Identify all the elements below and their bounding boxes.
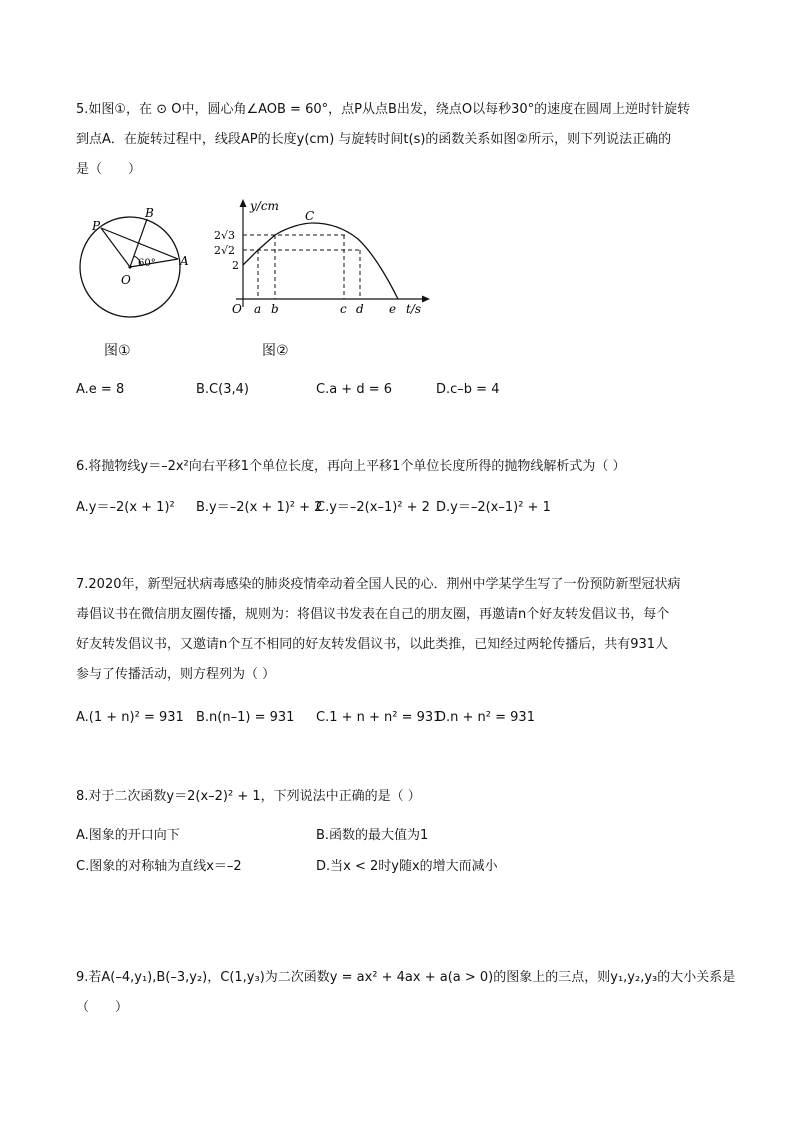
label-p: P bbox=[92, 219, 101, 233]
question-7-options bbox=[76, 706, 716, 730]
x-axis-arrow bbox=[422, 296, 430, 303]
question-7-line-4: 参与了传播活动，则方程列为（ ） bbox=[76, 667, 276, 682]
q6-option-a[interactable]: A.y＝–2(x + 1)² bbox=[76, 500, 175, 515]
q8-option-b[interactable]: B.函数的最大值为1 bbox=[316, 828, 429, 843]
tick-label-2r2: 2√2 bbox=[214, 244, 236, 257]
function-curve bbox=[243, 223, 398, 299]
q6-option-c[interactable]: C.y＝–2(x–1)² + 2 bbox=[316, 500, 430, 515]
q8-option-c[interactable]: C.图象的对称轴为直线x＝–2 bbox=[76, 859, 242, 874]
question-5-line-2: 到点A．在旋转过程中，线段AP的长度y(cm) 与旋转时间t(s)的函数关系如图②所示，则下列说法正确的 bbox=[76, 132, 672, 147]
label-b: B bbox=[145, 206, 154, 220]
question-6 bbox=[76, 452, 716, 482]
figure-2-function-graph bbox=[208, 195, 433, 325]
question-9 bbox=[76, 963, 736, 1023]
question-9-line-2: （ ） bbox=[76, 1000, 129, 1015]
question-7-line-2: 毒倡议书在微信朋友圈传播，规则为：将倡议书发表在自己的朋友圈，再邀请n个好友转发倡议书，每个 bbox=[76, 607, 670, 622]
tick-label-2r3: 2√3 bbox=[214, 229, 236, 242]
q5-option-a[interactable]: A.e = 8 bbox=[76, 382, 125, 397]
question-7 bbox=[76, 570, 716, 690]
label-a: A bbox=[180, 254, 189, 268]
question-5 bbox=[76, 95, 716, 185]
label-xlabel: t/s bbox=[406, 302, 422, 316]
question-8-options-row-2 bbox=[76, 855, 716, 879]
figure-2-caption: 图② bbox=[262, 343, 289, 359]
q6-option-d[interactable]: D.y＝–2(x–1)² + 1 bbox=[436, 500, 551, 515]
q5-option-b[interactable]: B.C(3,4) bbox=[196, 382, 249, 397]
question-6-options bbox=[76, 496, 716, 520]
q6-option-b[interactable]: B.y＝–2(x + 1)² + 2 bbox=[196, 500, 323, 515]
q7-option-c[interactable]: C.1 + n + n² = 931 bbox=[316, 710, 442, 725]
question-8-options-row-1 bbox=[76, 824, 716, 848]
tick-label-b: b bbox=[271, 302, 279, 316]
tick-label-2: 2 bbox=[232, 259, 239, 272]
q8-option-d[interactable]: D.当x < 2时y随x的增大而减小 bbox=[316, 859, 498, 874]
question-5-options bbox=[76, 378, 716, 402]
label-o: O bbox=[121, 273, 131, 287]
label-origin: O bbox=[232, 302, 242, 316]
q7-option-a[interactable]: A.(1 + n)² = 931 bbox=[76, 710, 184, 725]
y-axis-arrow bbox=[240, 199, 247, 207]
center-dot bbox=[128, 265, 131, 268]
question-7-line-3: 好友转发倡议书，又邀请n个互不相同的好友转发倡议书，以此类推，已知经过两轮传播后，共有931人 bbox=[76, 637, 669, 652]
figure-1-caption: 图① bbox=[104, 343, 131, 359]
label-ylabel: y/cm bbox=[250, 199, 279, 213]
q5-option-d[interactable]: D.c–b = 4 bbox=[436, 382, 500, 397]
q8-option-a[interactable]: A.图象的开口向下 bbox=[76, 828, 180, 843]
question-8-line-1: 8.对于二次函数y＝2(x–2)² + 1，下列说法中正确的是（ ） bbox=[76, 789, 421, 804]
question-8 bbox=[76, 782, 716, 812]
label-angle: 60° bbox=[138, 258, 156, 269]
q7-option-b[interactable]: B.n(n–1) = 931 bbox=[196, 710, 295, 725]
tick-label-a: a bbox=[254, 302, 262, 316]
question-6-line-1: 6.将抛物线y＝–2x²向右平移1个单位长度，再向上平移1个单位长度所得的抛物线解析式为（ ） bbox=[76, 459, 626, 474]
question-9-line-1: 9.若A(–4,y₁),B(–3,y₂)，C(1,y₃)为二次函数y = ax² + 4ax + a(a > 0)的图象上的三点，则y₁,y₂,y₃的大小关系是 bbox=[76, 970, 736, 985]
label-peak-c: C bbox=[305, 209, 315, 223]
tick-label-c: c bbox=[340, 302, 347, 316]
tick-label-e: e bbox=[389, 302, 397, 316]
question-5-line-3: 是（ ） bbox=[76, 162, 142, 177]
figure-1-circle-diagram bbox=[70, 205, 200, 330]
q5-option-c[interactable]: C.a + d = 6 bbox=[316, 382, 393, 397]
q7-option-d[interactable]: D.n + n² = 931 bbox=[436, 710, 535, 725]
question-5-line-1: 5.如图①，在 ⊙ O中，圆心角∠AOB = 60°，点P从点B出发，绕点O以每秒30°的速度在圆周上逆时针旋转 bbox=[76, 102, 691, 117]
question-7-line-1: 7.2020年，新型冠状病毒感染的肺炎疫情牵动着全国人民的心．荆州中学某学生写了一份预防新型冠状病 bbox=[76, 577, 681, 592]
tick-label-d: d bbox=[356, 302, 364, 316]
